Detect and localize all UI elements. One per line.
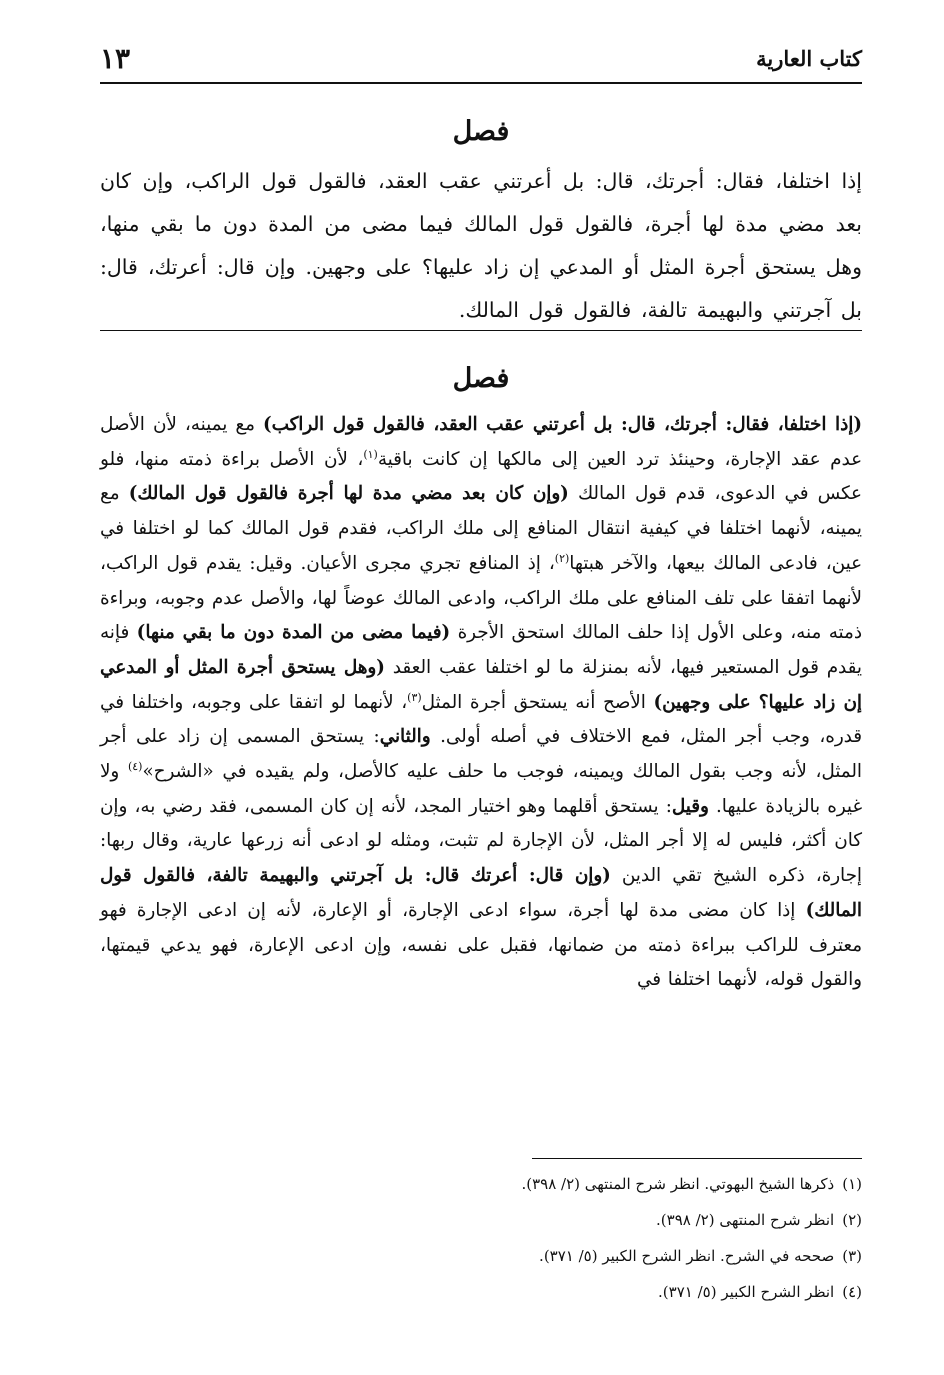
page-header <box>100 44 862 78</box>
commentary-text: الأصح أنه يستحق أجرة المثل <box>421 691 654 713</box>
commentary-paragraph <box>100 408 862 998</box>
footnote-reference: (٤) <box>127 759 143 773</box>
commentary-text: ، لأن الأصل براءة ذمته منها، فلو عكس في الدعوى، قدم قول المالك <box>100 448 862 505</box>
footnote-item <box>100 1202 862 1238</box>
footnote-number: (٣) <box>842 1247 862 1265</box>
footnote-item <box>100 1166 862 1202</box>
footnote-text: صححه في الشرح. انظر الشرح الكبير (٥/ ٣٧١). <box>539 1247 835 1265</box>
footnote-text: انظر شرح المنتهى (٢/ ٣٩٨). <box>656 1211 835 1229</box>
footnote-text: ذكرها الشيخ البهوتي. انظر شرح المنتهى (٢/ ٣٩٨). <box>521 1175 835 1193</box>
header-rule <box>100 82 862 84</box>
matn-quote: (إذا اختلفا، فقال: أجرتك، قال: بل أعرتني عقب العقد، فالقول قول الراكب) <box>262 414 862 435</box>
matn-quote: (وإن قال: أعرتك قال: بل آجرتني والبهيمة تالفة، فالقول قول المالك) <box>100 865 862 921</box>
matn-quote: (وإن كان بعد مضي مدة لها أجرة فالقول قول المالك) <box>128 483 569 505</box>
matn-paragraph: إذا اختلفا، فقال: أجرتك، قال: بل أعرتني عقب العقد، فالقول قول الراكب، وإن كان بعد مضي مدة لها أجرة، فالقول قول المالك فيما مضى من المدة دون ما بقي منها، وهل يستحق أجرة المثل أو المدعي إن زاد عليها؟ على وجهين. وإن قال: أعرتك، قال: بل آجرتني والبهيمة تالفة، فالقول قول المالك. <box>100 169 862 322</box>
footnotes <box>100 1166 862 1310</box>
footnote-rule <box>532 1158 862 1159</box>
matn-quote: وقيل <box>671 795 709 817</box>
footnote-reference: (٣) <box>407 690 422 704</box>
matn-quote: (فيما مضى من المدة دون ما بقي منها) <box>136 622 451 644</box>
footnote-number: (٢) <box>842 1211 862 1229</box>
commentary-text: ولا غيره بالزيادة عليها. <box>100 761 862 817</box>
commentary-text: مع يمينه، لأن الأصل عدم عقد الإجارة، وحينئذ ترد العين إلى مالكها إن كانت باقية <box>100 414 862 470</box>
commentary-text: ، لأنهما لو اتفقا على وجوبه، واختلفا في قدره، وجب أجر المثل، فمع الاختلاف في أصله أولى. <box>100 691 862 748</box>
footnote-reference: (٢) <box>554 551 570 565</box>
footnote-text: انظر الشرح الكبير (٥/ ٣٧١). <box>658 1283 835 1301</box>
running-title: كتاب العارية <box>756 46 862 71</box>
matn-quote: (وهل يستحق أجرة المثل أو المدعي إن زاد عليها؟ على وجهين) <box>100 656 862 713</box>
commentary-text: ، إذ المنافع تجري مجرى الأعيان. وقيل: يقدم قول الراكب، لأنهما اتفقا على تلف المنافع على ملك الراكب، وادعى المالك عوضاً لها، والأصل عدم وجوبه، وبراءة ذمته منه، وعلى الأول إذا حلف المالك استحق الأجرة <box>100 552 862 644</box>
footnote-number: (٤) <box>842 1283 862 1301</box>
matn-heading: فصل <box>452 116 510 147</box>
commentary-text: فإنه يقدم قول المستعير فيها، لأنه بمنزلة ما لو اختلفا عقب العقد <box>100 622 862 678</box>
footnote-item <box>100 1238 862 1274</box>
commentary-text: إذا كان مضى مدة لها أجرة، سواء ادعى الإجارة، أو الإعارة، لأنه إن ادعى الإجارة فهو معترف للراكب ببراءة ذمته من ضمانها، فقبل على نفسه، وإن ادعى الإعارة، فهو يدعي قيمتها، والقول قوله، لأنهما اختلفا في <box>100 899 862 991</box>
commentary-text: مع يمينه، لأنهما اختلفا في كيفية انتقال المنافع إلى ملك الراكب، فقدم قول المالك كما لو اختلفا في عين، فادعى المالك بيعها، والآخر هبتها <box>100 483 862 574</box>
footnote-number: (١) <box>842 1175 862 1193</box>
commentary-text: : يستحق المسمى إن زاد على أجر المثل، لأنه وجب بقول المالك ويمينه، فوجب ما حلف عليه كالأصل، ولم يقيده في «الشرح» <box>100 726 862 783</box>
footnote-item <box>100 1274 862 1310</box>
matn-quote: والثاني <box>379 726 431 748</box>
footnote-reference: (١) <box>363 447 378 461</box>
page-number: ١٣ <box>100 42 131 75</box>
commentary-heading: فصل <box>452 363 510 394</box>
commentary-text: : يستحق أقلهما وهو اختيار المجد، لأنه إن كان المسمى، فقد رضي به، وإن كان أكثر، فليس له إلا أجر المثل، لأن الإجارة لم تثبت، ومثله لو ادعى أنه زرعها عارية، وقال ربها: إجارة، ذكره الشيخ تقي الدين <box>100 795 863 887</box>
section-divider <box>100 330 862 331</box>
